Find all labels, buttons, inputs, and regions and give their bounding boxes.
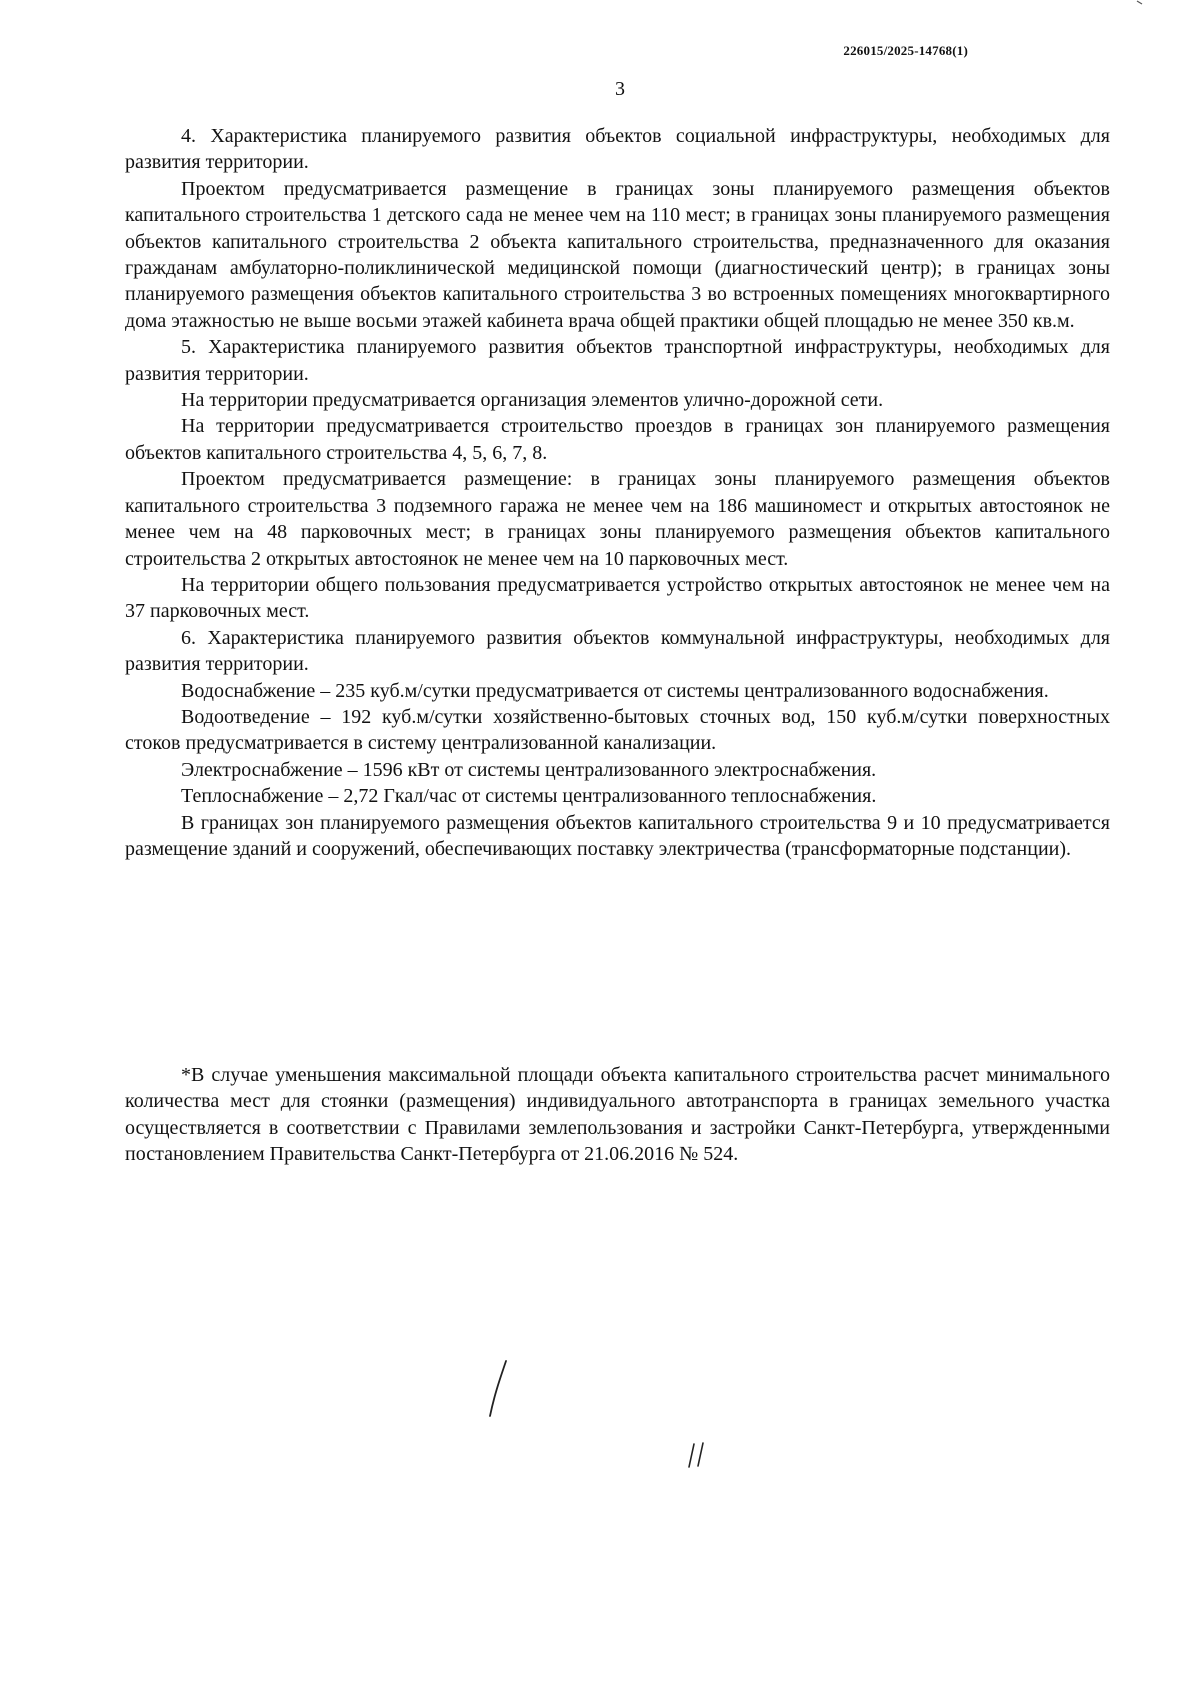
paragraph-street-network: На территории предусматривается организация элементов улично-дорожной сети. — [181, 389, 884, 412]
footnote-text: *В случае уменьшения максимальной площади объекта капитального строительства расчет минимального количества мест для стоянки (размещения) индивидуального автотранспорта в границах земельного участка осуществляется в соответствии с Правилами землепользования и застройки Санкт-Петербурга, утвержденными постановлением Правительства Санкт-Петербурга от 21.06.2016 № 524. — [125, 1064, 1110, 1166]
paragraph-substations: В границах зон планируемого размещения объектов капитального строительства 9 и 10 предусматривается размещение зданий и сооружений, обеспечивающих поставку электричества (трансформаторные подстанции). — [125, 811, 1110, 860]
paragraph-power-supply: Электроснабжение – 1596 кВт от системы централизованного электроснабжения. — [181, 758, 877, 781]
paragraph-water-supply: Водоснабжение – 235 куб.м/сутки предусматривается от системы централизованного водоснабжения. — [181, 679, 1049, 702]
paragraph-parking: Проектом предусматривается размещение: в границах зоны планируемого размещения объектов капитального строительства 3 подземного гаража не менее чем на 186 машиномест и открытых автостоянок не менее чем на 48 парковочных мест; в границах зоны планируемого размещения объектов капитального строительства 2 открытых автостоянок не менее чем на 10 парковочных мест. — [125, 468, 1110, 570]
paragraph-public-parking: На территории общего пользования предусматривается устройство открытых автостоянок не менее чем на 37 парковочных мест. — [125, 573, 1110, 623]
paragraph-social-objects: Проектом предусматривается размещение в границах зоны планируемого размещения объектов капитального строительства 1 детского сада не менее чем на 110 мест; в границах зоны планируемого размещения объектов капитального строительства 2 объекта капитального строительства, предназначенного для оказания гражданам амбулаторно-поликлинической медицинской помощи (диагностический центр); в границах зоны планируемого размещения объектов капитального строительства 3 во встроенных помещениях многоквартирного дома этажностью не выше восьми этажей кабинета врача общей практики общей площадью не менее 350 кв.м. — [125, 177, 1110, 332]
scan-speck — [1136, 0, 1144, 6]
document-body — [125, 123, 1110, 862]
paragraph-driveways: На территории предусматривается строительство проездов в границах зон планируемого размещения объектов капитального строительства 4, 5, 6, 7, 8. — [125, 415, 1110, 464]
page-number: 3 — [615, 78, 625, 100]
footnote — [125, 1062, 1110, 1168]
handwritten-double-slash-mark — [684, 1441, 710, 1471]
paragraph-water-disposal: Водоотведение – 192 куб.м/сутки хозяйственно-бытовых сточных вод, 150 куб.м/сутки поверхностных стоков предусматривается в систему централизованной канализации. — [125, 705, 1110, 755]
document-registration-number: 226015/2025-14768(1) — [843, 43, 968, 58]
section-heading-transport-infrastructure: 5. Характеристика планируемого развития объектов транспортной инфраструктуры, необходимых для развития территории. — [125, 336, 1110, 385]
section-heading-utility-infrastructure: 6. Характеристика планируемого развития объектов коммунальной инфраструктуры, необходимых для развития территории. — [125, 626, 1110, 676]
section-heading-social-infrastructure: 4. Характеристика планируемого развития объектов социальной инфраструктуры, необходимых для развития территории. — [125, 125, 1110, 174]
paragraph-heat-supply: Теплоснабжение – 2,72 Гкал/час от системы централизованного теплоснабжения. — [181, 785, 877, 808]
handwritten-slash-mark — [484, 1358, 514, 1420]
